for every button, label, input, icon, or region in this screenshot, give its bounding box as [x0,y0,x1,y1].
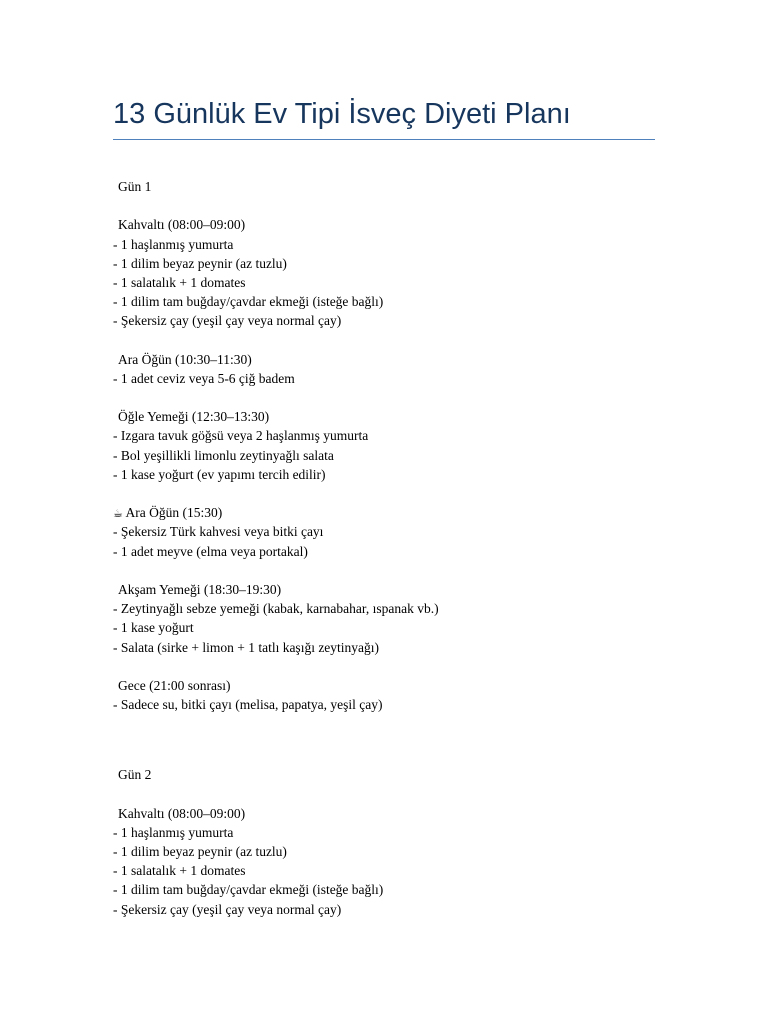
title-underline [113,139,655,140]
meal-item: - 1 adet ceviz veya 5-6 çiğ badem [113,370,295,386]
meal-item: - Salata (sirke + limon + 1 tatlı kaşığı zeytinyağı) [113,639,380,655]
document-body [113,177,713,919]
meal-item: - 1 dilim beyaz peynir (az tuzlu) [113,255,287,271]
day-1-section [113,177,713,714]
meal-item: - 1 salatalık + 1 domates [113,274,246,290]
meal-item: - 1 dilim tam buğday/çavdar ekmeği (isteğe bağlı) [113,294,384,310]
meal-item: - 1 adet meyve (elma veya portakal) [113,543,308,559]
meal-item: - Bol yeşillikli limonlu zeytinyağlı salata [113,447,334,463]
meal-heading-snack-1: Ara Öğün (10:30–11:30) [118,351,252,367]
day-heading: Gün 2 [118,767,152,783]
meal-item: - Şekersiz Türk kahvesi veya bitki çayı [113,524,324,540]
meal-heading-snack-2: Ara Öğün (15:30) [125,505,223,521]
meal-item: - 1 dilim beyaz peynir (az tuzlu) [113,844,287,859]
meal-item: - Şekersiz çay (yeşil çay veya normal çay) [113,901,342,917]
meal-item: - 1 kase yoğurt [113,620,194,636]
meal-heading-lunch: Öğle Yemeği (12:30–13:30) [118,409,270,425]
day-2-section [113,765,713,919]
meal-item: - 1 dilim tam buğday/çavdar ekmeği (isteğe bağlı) [113,882,384,898]
meal-heading-dinner: Akşam Yemeği (18:30–19:30) [118,581,282,597]
day-heading: Gün 1 [118,179,152,194]
meal-item: - 1 kase yoğurt (ev yapımı tercih edilir) [113,466,326,482]
meal-item: - 1 haşlanmış yumurta [113,236,234,252]
meal-item: - 1 haşlanmış yumurta [113,824,234,840]
coffee-cup-icon: ☕ [113,507,123,521]
meal-item: - Izgara tavuk göğsü veya 2 haşlanmış yumurta [113,428,369,444]
meal-item: - 1 salatalık + 1 domates [113,863,246,879]
document-title: 13 Günlük Ev Tipi İsveç Diyeti Planı [113,98,571,130]
meal-item: - Sadece su, bitki çayı (melisa, papatya, yeşil çay) [113,697,383,713]
meal-heading-snack-2-row [113,503,713,522]
meal-item: - Şekersiz çay (yeşil çay veya normal çay) [113,313,342,329]
meal-heading-night: Gece (21:00 sonrası) [118,677,231,693]
meal-heading-breakfast: Kahvaltı (08:00–09:00) [118,805,246,821]
meal-item: - Zeytinyağlı sebze yemeği (kabak, karnabahar, ıspanak vb.) [113,601,439,617]
meal-heading-breakfast: Kahvaltı (08:00–09:00) [118,217,246,233]
